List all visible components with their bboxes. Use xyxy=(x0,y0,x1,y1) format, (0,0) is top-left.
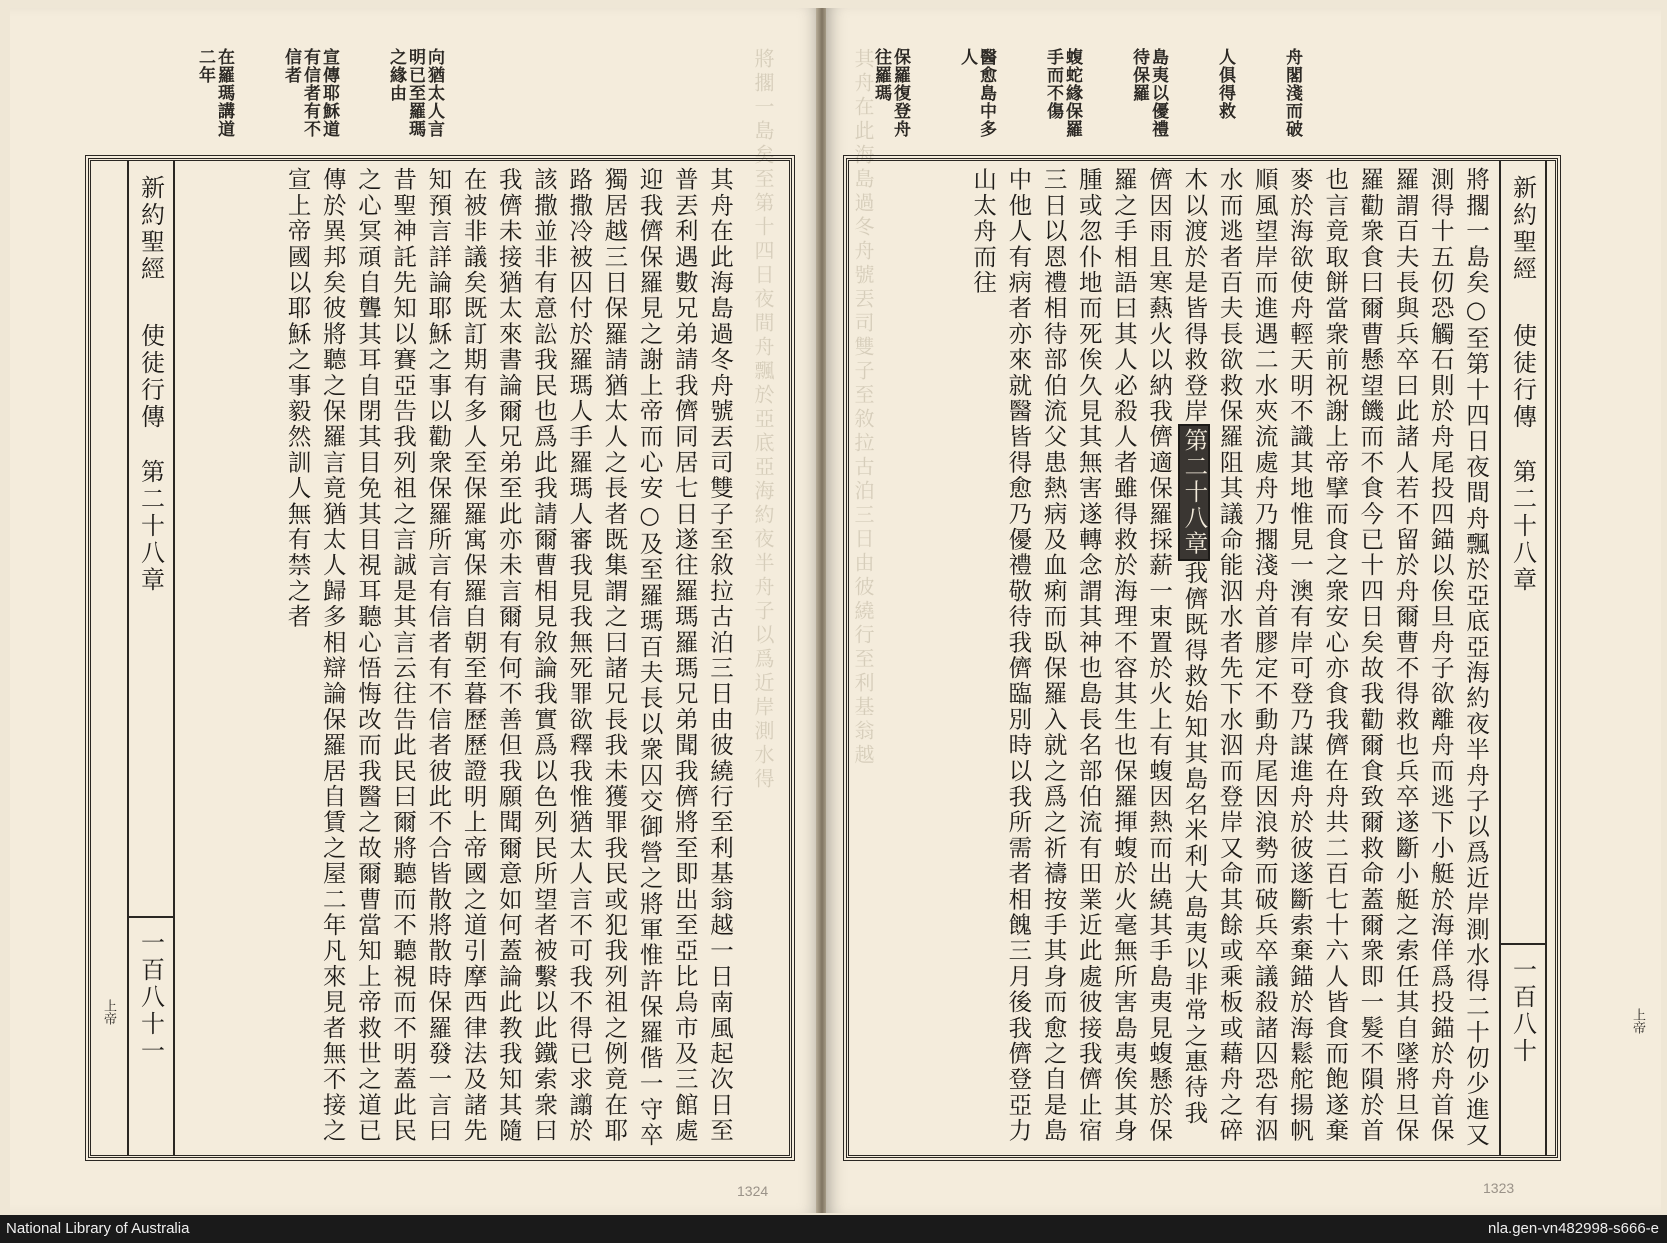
chapter-title: 第二十八章 xyxy=(136,459,165,594)
margin-note: 人俱得救 xyxy=(1215,48,1235,120)
margin-note: 舟閣淺而破 xyxy=(1282,48,1302,138)
section-title: 使徒行傳 xyxy=(136,323,165,431)
page-number: 一百八十 xyxy=(1508,957,1537,1065)
footer-mark: 上帝 xyxy=(1630,1008,1645,1034)
footer-library-name: National Library of Australia xyxy=(6,1220,190,1237)
book-title: 新約聖經 xyxy=(1508,175,1537,283)
pencil-mark: 1323 xyxy=(1483,1180,1515,1196)
body-text-part-2: 我儕既得救始知其島名米利大島夷以非常之惠待我儕因雨且寒爇火以納我儕適保羅採薪一束置於火上有蝮因熱而出繞其手島夷見蝮懸於保羅之手相語曰其人必殺人者雖得救於海理不容其生也保羅揮蝮於火毫無所害島夷俟其身腫或忽仆地而死俟久見其無害遂轉念謂其神也島長名部伯流有田業近此處彼接我儕止宿三日以恩禮相待部伯流父患熱病及血痢而臥保羅入就之爲之祈禱按手其身而愈之自是島中他人有病者亦來就醫皆得愈乃優禮敬待我儕臨別時以我所需者相餽三月後我儕登亞力山太舟而往 xyxy=(969,167,1209,1144)
page-number: 一百八十一 xyxy=(136,930,165,1065)
bleed-through-text: 將擱一島矣至第十四日夜間舟飄於亞底亞海約夜半舟子以爲近岸測水得 xyxy=(751,48,775,792)
body-text-part-1: 將擱一島矣○至第十四日夜間舟飄於亞底亞海約夜半舟子以爲近岸測水得二十仞少進又測得十五仞恐觸石則於舟尾投四錨以俟旦舟子欲離舟而逃下小艇於海佯爲投錨於舟首保羅謂百夫長與兵卒曰此諸人若不留於舟爾曹不得救也兵卒遂斷小艇之索任其自墜將旦保羅勸衆食曰爾曹懸望饑而不食今已十四日矣故我勸爾食致爾救命蓋爾衆即一髮不隕於首也言竟取餅當衆前祝謝上帝擘而食之衆安心亦食我儕在舟共二百七十六人皆食而飽遂棄麥於海欲使舟輕天明不識其地惟見一澳有岸可登乃謀進舟於彼遂斷索棄錨於海鬆舵揚帆順風望岸而進遇二水夾流處舟乃擱淺舟首膠定不動舟尾因浪勢而破兵卒議殺諸囚恐有泅水而逃者百夫長欲救保羅阻其議命能泅水者先下水泅而登岸又命其餘或乘板或藉舟之碎木以渡於是皆得救登岸 xyxy=(1180,167,1490,1149)
pencil-mark: 1324 xyxy=(737,1183,769,1199)
margin-note: 保羅復登舟往羅瑪 xyxy=(871,48,910,138)
footer-item-id: nla.gen-vn482998-s666-e xyxy=(1488,1220,1659,1237)
margin-note: 島夷以優禮待保羅 xyxy=(1129,48,1168,138)
margin-note: 在羅瑪講道二年 xyxy=(195,48,234,138)
left-running-header xyxy=(127,161,175,1155)
margin-note: 向猶太人言明已至羅瑪之緣由 xyxy=(386,48,444,138)
divider xyxy=(129,916,173,918)
right-page xyxy=(826,8,1661,1213)
left-margin-notes xyxy=(195,48,443,148)
right-margin-notes xyxy=(871,48,1301,148)
left-body-text: 其舟在此海島過冬舟號丟司雙子至敘拉古泊三日由彼繞行至利基翁越一日南風起次日至普丟利遇數兄弟請我儕同居七日遂往羅瑪羅瑪兄弟聞我儕將至即出至亞比烏市及三館處迎我儕保羅見之謝上帝而心安○及至羅瑪百夫長以衆囚交御營之將軍惟許保羅偕一守卒獨居越三日保羅請猶太人之長者既集謂之曰諸兄長我未獲罪我民或犯我列祖之例竟在耶路撒冷被囚付於羅瑪人手羅瑪人審我見我無死罪欲釋我惟猶太人言不可我不得已求譾於該撒並非有意訟我民也爲此我請爾曹相見敘論我實爲以色列民所望者被繫以此鐵索衆曰我儕未接猶太來書論爾兄弟至此亦未言爾有何不善但我願聞爾意如何蓋論此教我知其隨在被非議矣既訂期有多人至保羅寓保羅自朝至暮歷歷證明上帝國之道引摩西律法及諸先知預言詳論耶穌之事以勸衆保羅所言有信者有不信者彼此不合皆散將散時保羅發一言曰昔聖神託先知以賽亞告我列祖之言誠是其言云往告此民曰爾將聽而不聽視而不明蓋此民之心冥頑自聾其耳自閉其目免其目視耳聽心悟悔改而我醫之故爾曹當知上帝救世之道已傳於異邦矣彼將聽之保羅言竟猶太人歸多相辯論保羅居自賃之屋二年凡來見者無不接之宣上帝國以耶穌之事毅然訓人無有禁之者 xyxy=(283,167,734,1149)
right-running-header xyxy=(1499,161,1547,1155)
footer-mark: 上帝 xyxy=(101,999,116,1025)
book-title: 新約聖經 xyxy=(136,175,165,283)
margin-note: 宣傳耶穌道有信者有不信者 xyxy=(281,48,339,138)
margin-note: 蝮蛇緣保羅手而不傷 xyxy=(1043,48,1082,138)
right-body-text xyxy=(861,167,1493,1149)
chapter-heading-box: 第二十八章 xyxy=(1178,424,1210,561)
bleed-through-text: 其舟在此海島過冬舟號丟司雙子至敘拉古泊三日由彼繞行至利基翁越 xyxy=(851,48,875,768)
left-text-frame xyxy=(88,158,792,1158)
chapter-title: 第二十八章 xyxy=(1508,459,1537,594)
viewer-footer-bar xyxy=(0,1215,1667,1243)
margin-note: 醫愈島中多人 xyxy=(957,48,996,138)
section-title: 使徒行傳 xyxy=(1508,323,1537,431)
left-page xyxy=(10,8,820,1213)
divider xyxy=(1501,943,1545,945)
right-text-frame xyxy=(846,158,1558,1158)
